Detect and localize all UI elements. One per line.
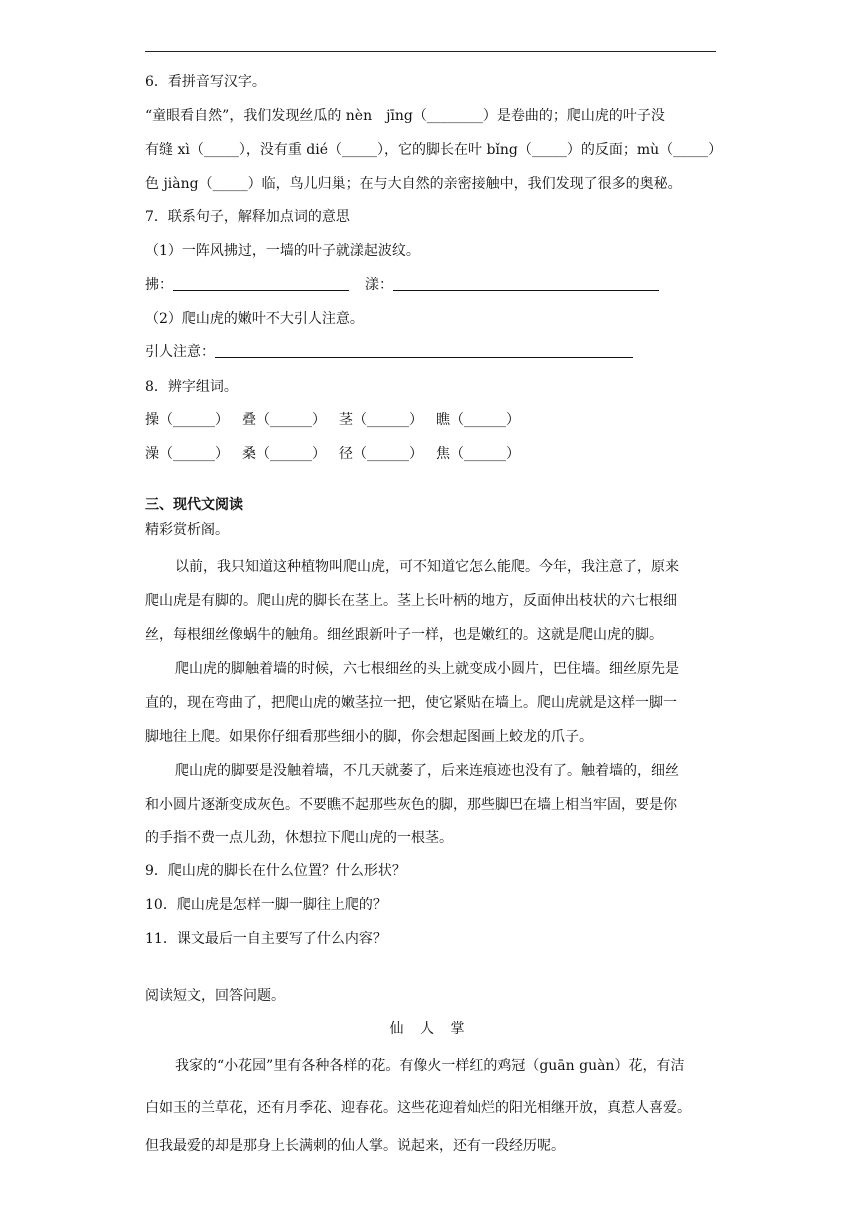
yang-answer-line[interactable] [393,276,659,291]
passage-line: 爬山虎是有脚的。爬山虎的脚长在茎上。茎上长叶柄的地方，反面伸出枝状的六七根细 [145,593,677,609]
q7-sentence-1: （1）一阵风拂过，一墙的叶子就漾起波纹。 [145,243,420,259]
q8-row-2 [145,445,533,463]
passage-line: 和小圆片逐渐变成灰色。不要瞧不起那些灰色的脚，那些脚巴在墙上相当牢固，要是你 [145,797,677,813]
q6-line-1: “童眼看自然”，我们发现丝瓜的 nèn jīng（________）是卷曲的；爬山虎的叶子没 [145,108,665,124]
word-item: 瞧（______） [436,412,520,428]
section-intro: 精彩赏析阁。 [145,522,229,538]
passage-line: 直的，现在弯曲了，把爬山虎的嫩茎拉一把，使它紧贴在墙上。爬山虎就是这样一脚一 [145,695,677,711]
word-item: 桑（______） [242,446,326,462]
question-11: 11．课文最后一自主要写了什么内容？ [145,931,387,947]
yrzy-label: 引人注意： [145,344,215,360]
word-item: 澡（______） [145,446,229,462]
fu-label: 拂： [145,277,173,293]
passage-line: 的手指不费一点儿劲，休想拉下爬山虎的一根茎。 [145,830,453,846]
fu-answer-line[interactable] [173,276,349,291]
passage-line: 我家的“小花园”里有各种各样的花。有像火一样红的鸡冠（guān guàn）花，有洁 [175,1058,685,1074]
section-heading: 三、现代文阅读 [145,497,243,513]
q6-title: 6．看拼音写汉字。 [145,74,266,90]
passage-line: 白如玉的兰草花，还有月季花、迎春花。这些花迎着灿烂的阳光相继开放，真惹人喜爱。 [145,1100,691,1116]
q7-sentence-2: （2）爬山虎的嫩叶不大引人注意。 [145,311,364,327]
q7-answer-row-2 [145,343,633,361]
question-9: 9．爬山虎的脚长在什么位置？什么形状？ [145,863,406,879]
passage-line: 但我最爱的却是那身上长满刺的仙人掌。说起来，还有一段经历呢。 [145,1138,565,1154]
passage-title: 仙 人 掌 [389,1021,471,1037]
q7-answer-row-1 [145,276,659,294]
reading-intro: 阅读短文，回答问题。 [145,988,285,1004]
q8-row-1 [145,411,533,429]
passage-line: 丝，每根细丝像蜗牛的触角。细丝跟新叶子一样，也是嫩红的。这就是爬山虎的脚。 [145,627,663,643]
word-item: 焦（______） [436,446,520,462]
passage-line: 爬山虎的脚触着墙的时候，六七根细丝的头上就变成小圆片，巴住墙。细丝原先是 [175,661,679,677]
word-item: 径（______） [339,446,423,462]
question-10: 10．爬山虎是怎样一脚一脚往上爬的？ [145,897,387,913]
word-item: 叠（______） [242,412,326,428]
yrzy-answer-line[interactable] [215,343,633,358]
passage-line: 脚地往上爬。如果你仔细看那些细小的脚，你会想起图画上蛟龙的爪子。 [145,729,593,745]
passage-line: 爬山虎的脚要是没触着墙，不几天就萎了，后来连痕迹也没有了。触着墙的，细丝 [175,763,679,779]
q6-line-2: 有缝 xì（_____），没有重 dié（_____），它的脚长在叶 bǐng（_____）的反面；mù（_____） [145,142,723,158]
word-item: 操（______） [145,412,229,428]
yang-label: 漾： [365,277,393,293]
word-item: 茎（______） [339,412,423,428]
q8-title: 8．辨字组词。 [145,379,238,395]
q7-title: 7．联系句子，解释加点词的意思 [145,209,350,225]
passage-line: 以前，我只知道这种植物叫爬山虎，可不知道它怎么能爬。今年，我注意了，原来 [175,559,679,575]
header-rule [145,51,716,52]
q6-line-3: 色 jiàng（_____）临，鸟儿归巢；在与大自然的亲密接触中，我们发现了很多的奥秘。 [145,176,682,192]
